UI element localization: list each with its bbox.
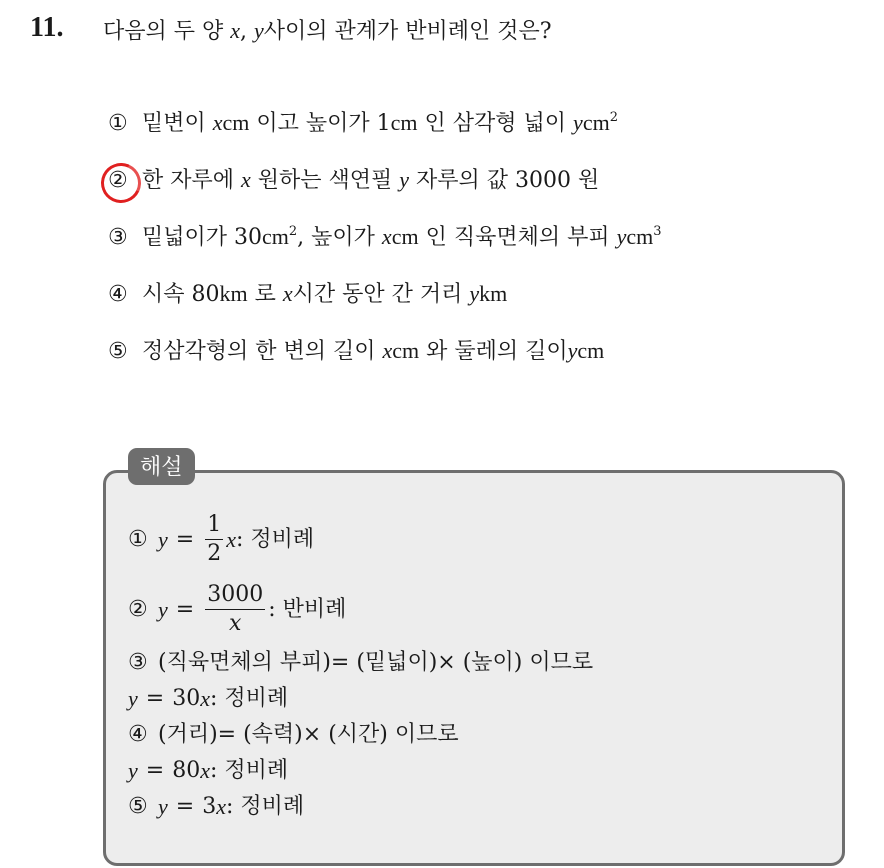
sol7-number: ⑤ xyxy=(128,794,148,819)
choice-3-unit-c: cm xyxy=(626,224,654,249)
choice-3-var-y: y xyxy=(616,224,627,249)
choice-3-text-a: 밑넓이가 30 xyxy=(142,225,262,250)
choice-1-unit-b: cm xyxy=(390,110,418,135)
choice-4-text-b: 로 xyxy=(247,282,283,307)
solution-line-4 xyxy=(128,681,593,717)
sol2-lhs: y xyxy=(158,597,168,622)
solution-line-5 xyxy=(128,717,593,753)
sol4-rhs-num: 30 xyxy=(172,686,201,711)
sol1-frac-den: 2 xyxy=(207,541,222,566)
choice-2-text-b: 원하는 색연필 xyxy=(250,168,400,193)
question-number: 11. xyxy=(30,12,64,43)
choice-4-unit-a: km xyxy=(219,281,248,306)
sol6-rhs-var: x xyxy=(200,758,210,783)
choice-4-number: ④ xyxy=(108,282,128,307)
solution-line-7 xyxy=(128,789,593,825)
choice-2-var-y: y xyxy=(399,167,410,192)
choice-2-text-a: 한 자루에 xyxy=(142,168,241,193)
choice-5-var-x: x xyxy=(382,338,393,363)
choice-3-unit-a: cm xyxy=(262,224,289,249)
sol1-number: ① xyxy=(128,527,148,552)
choice-2[interactable] xyxy=(108,165,662,222)
choice-2-text-c: 자루의 값 3000 원 xyxy=(409,168,600,193)
choice-1-text-c: 인 삼각형 넓이 xyxy=(417,111,574,136)
choice-5[interactable] xyxy=(108,336,662,393)
choice-5-number: ⑤ xyxy=(108,339,128,364)
sol2-number: ② xyxy=(128,597,148,622)
choice-5-text-b: 와 둘레의 길이 xyxy=(419,339,568,364)
choice-3-number: ③ xyxy=(108,225,128,250)
sol2-frac-den: x xyxy=(228,611,242,636)
choice-2-var-x: x xyxy=(241,167,251,192)
sol5-text: (거리)= (속력)× (시간) 이므로 xyxy=(158,722,459,747)
choice-1-number: ① xyxy=(108,111,128,136)
solution-line-2 xyxy=(128,575,593,645)
choice-list xyxy=(108,108,662,393)
sol4-rhs-var: x xyxy=(200,686,210,711)
choice-4[interactable] xyxy=(108,279,662,336)
choice-5-var-y: y xyxy=(567,338,578,363)
sol7-lhs: y xyxy=(158,794,168,819)
choice-1-text-b: 이고 높이가 1 xyxy=(249,111,391,136)
solution-tag: 해설 xyxy=(128,448,195,485)
sol1-lhs: y xyxy=(158,527,168,552)
choice-3-sup-mid: 2 xyxy=(288,224,298,239)
choice-5-unit-a: cm xyxy=(392,338,420,363)
choice-3-sup: 3 xyxy=(653,224,662,239)
sol4-lhs: y xyxy=(128,686,138,711)
choice-4-var-x: x xyxy=(282,281,293,306)
sol6-eq: = xyxy=(145,758,165,783)
question-post: 사이의 관계가 반비례인 것은? xyxy=(263,19,552,44)
solution-line-3 xyxy=(128,645,593,681)
solution-line-1 xyxy=(128,505,593,575)
choice-3[interactable] xyxy=(108,222,662,279)
choice-3-text-b: , 높이가 xyxy=(297,225,382,250)
choice-3-text-c: 인 직육면체의 부피 xyxy=(418,225,617,250)
question-var-x: x xyxy=(230,18,241,43)
solution-content xyxy=(128,505,593,825)
sol1-result: : 정비례 xyxy=(235,527,315,552)
sol6-lhs: y xyxy=(128,758,138,783)
sol3-number: ③ xyxy=(128,650,148,675)
sol1-frac-num: 1 xyxy=(205,512,223,540)
choice-5-text-a: 정삼각형의 한 변의 길이 xyxy=(142,339,383,364)
question-pre: 다음의 두 양 xyxy=(103,19,231,44)
sol2-fraction xyxy=(205,582,265,638)
choice-3-var-x: x xyxy=(381,224,392,249)
choice-1-unit-c: cm xyxy=(582,110,610,135)
sol1-fraction xyxy=(205,512,223,568)
sol2-frac-num: 3000 xyxy=(205,582,265,610)
sol5-number: ④ xyxy=(128,722,148,747)
choice-4-text-a: 시속 80 xyxy=(142,282,220,307)
sol1-eq: = xyxy=(175,527,195,552)
question-var-y: y xyxy=(254,18,264,43)
choice-3-unit-b: cm xyxy=(391,224,419,249)
choice-1[interactable] xyxy=(108,108,662,165)
choice-4-unit-b: km xyxy=(479,281,508,306)
sol4-eq: = xyxy=(145,686,165,711)
sol4-result: : 정비례 xyxy=(209,686,289,711)
choice-1-var-y: y xyxy=(573,110,583,135)
sol6-rhs-num: 80 xyxy=(172,758,201,783)
sol7-rhs-var: x xyxy=(216,794,226,819)
choice-1-unit-a: cm xyxy=(222,110,250,135)
question-comma: , xyxy=(240,19,255,44)
sol7-rhs-num: 3 xyxy=(202,794,217,819)
choice-1-sup: 2 xyxy=(609,110,618,125)
solution-box xyxy=(103,470,845,866)
choice-5-unit-b: cm xyxy=(577,338,605,363)
question-text xyxy=(103,14,552,45)
sol7-result: : 정비례 xyxy=(225,794,305,819)
sol1-var: x xyxy=(226,527,236,552)
choice-2-number: ② xyxy=(108,168,128,193)
solution-line-6 xyxy=(128,753,593,789)
sol2-eq: = xyxy=(175,597,195,622)
sol6-result: : 정비례 xyxy=(209,758,289,783)
choice-4-text-c: 시간 동안 간 거리 xyxy=(292,282,470,307)
choice-4-var-y: y xyxy=(469,281,480,306)
choice-1-text-a: 밑변이 xyxy=(142,111,213,136)
sol2-result: : 반비례 xyxy=(268,597,347,622)
sol7-eq: = xyxy=(175,794,195,819)
sol3-text: (직육면체의 부피)= (밑넓이)× (높이) 이므로 xyxy=(158,650,594,675)
choice-1-var-x: x xyxy=(212,110,223,135)
